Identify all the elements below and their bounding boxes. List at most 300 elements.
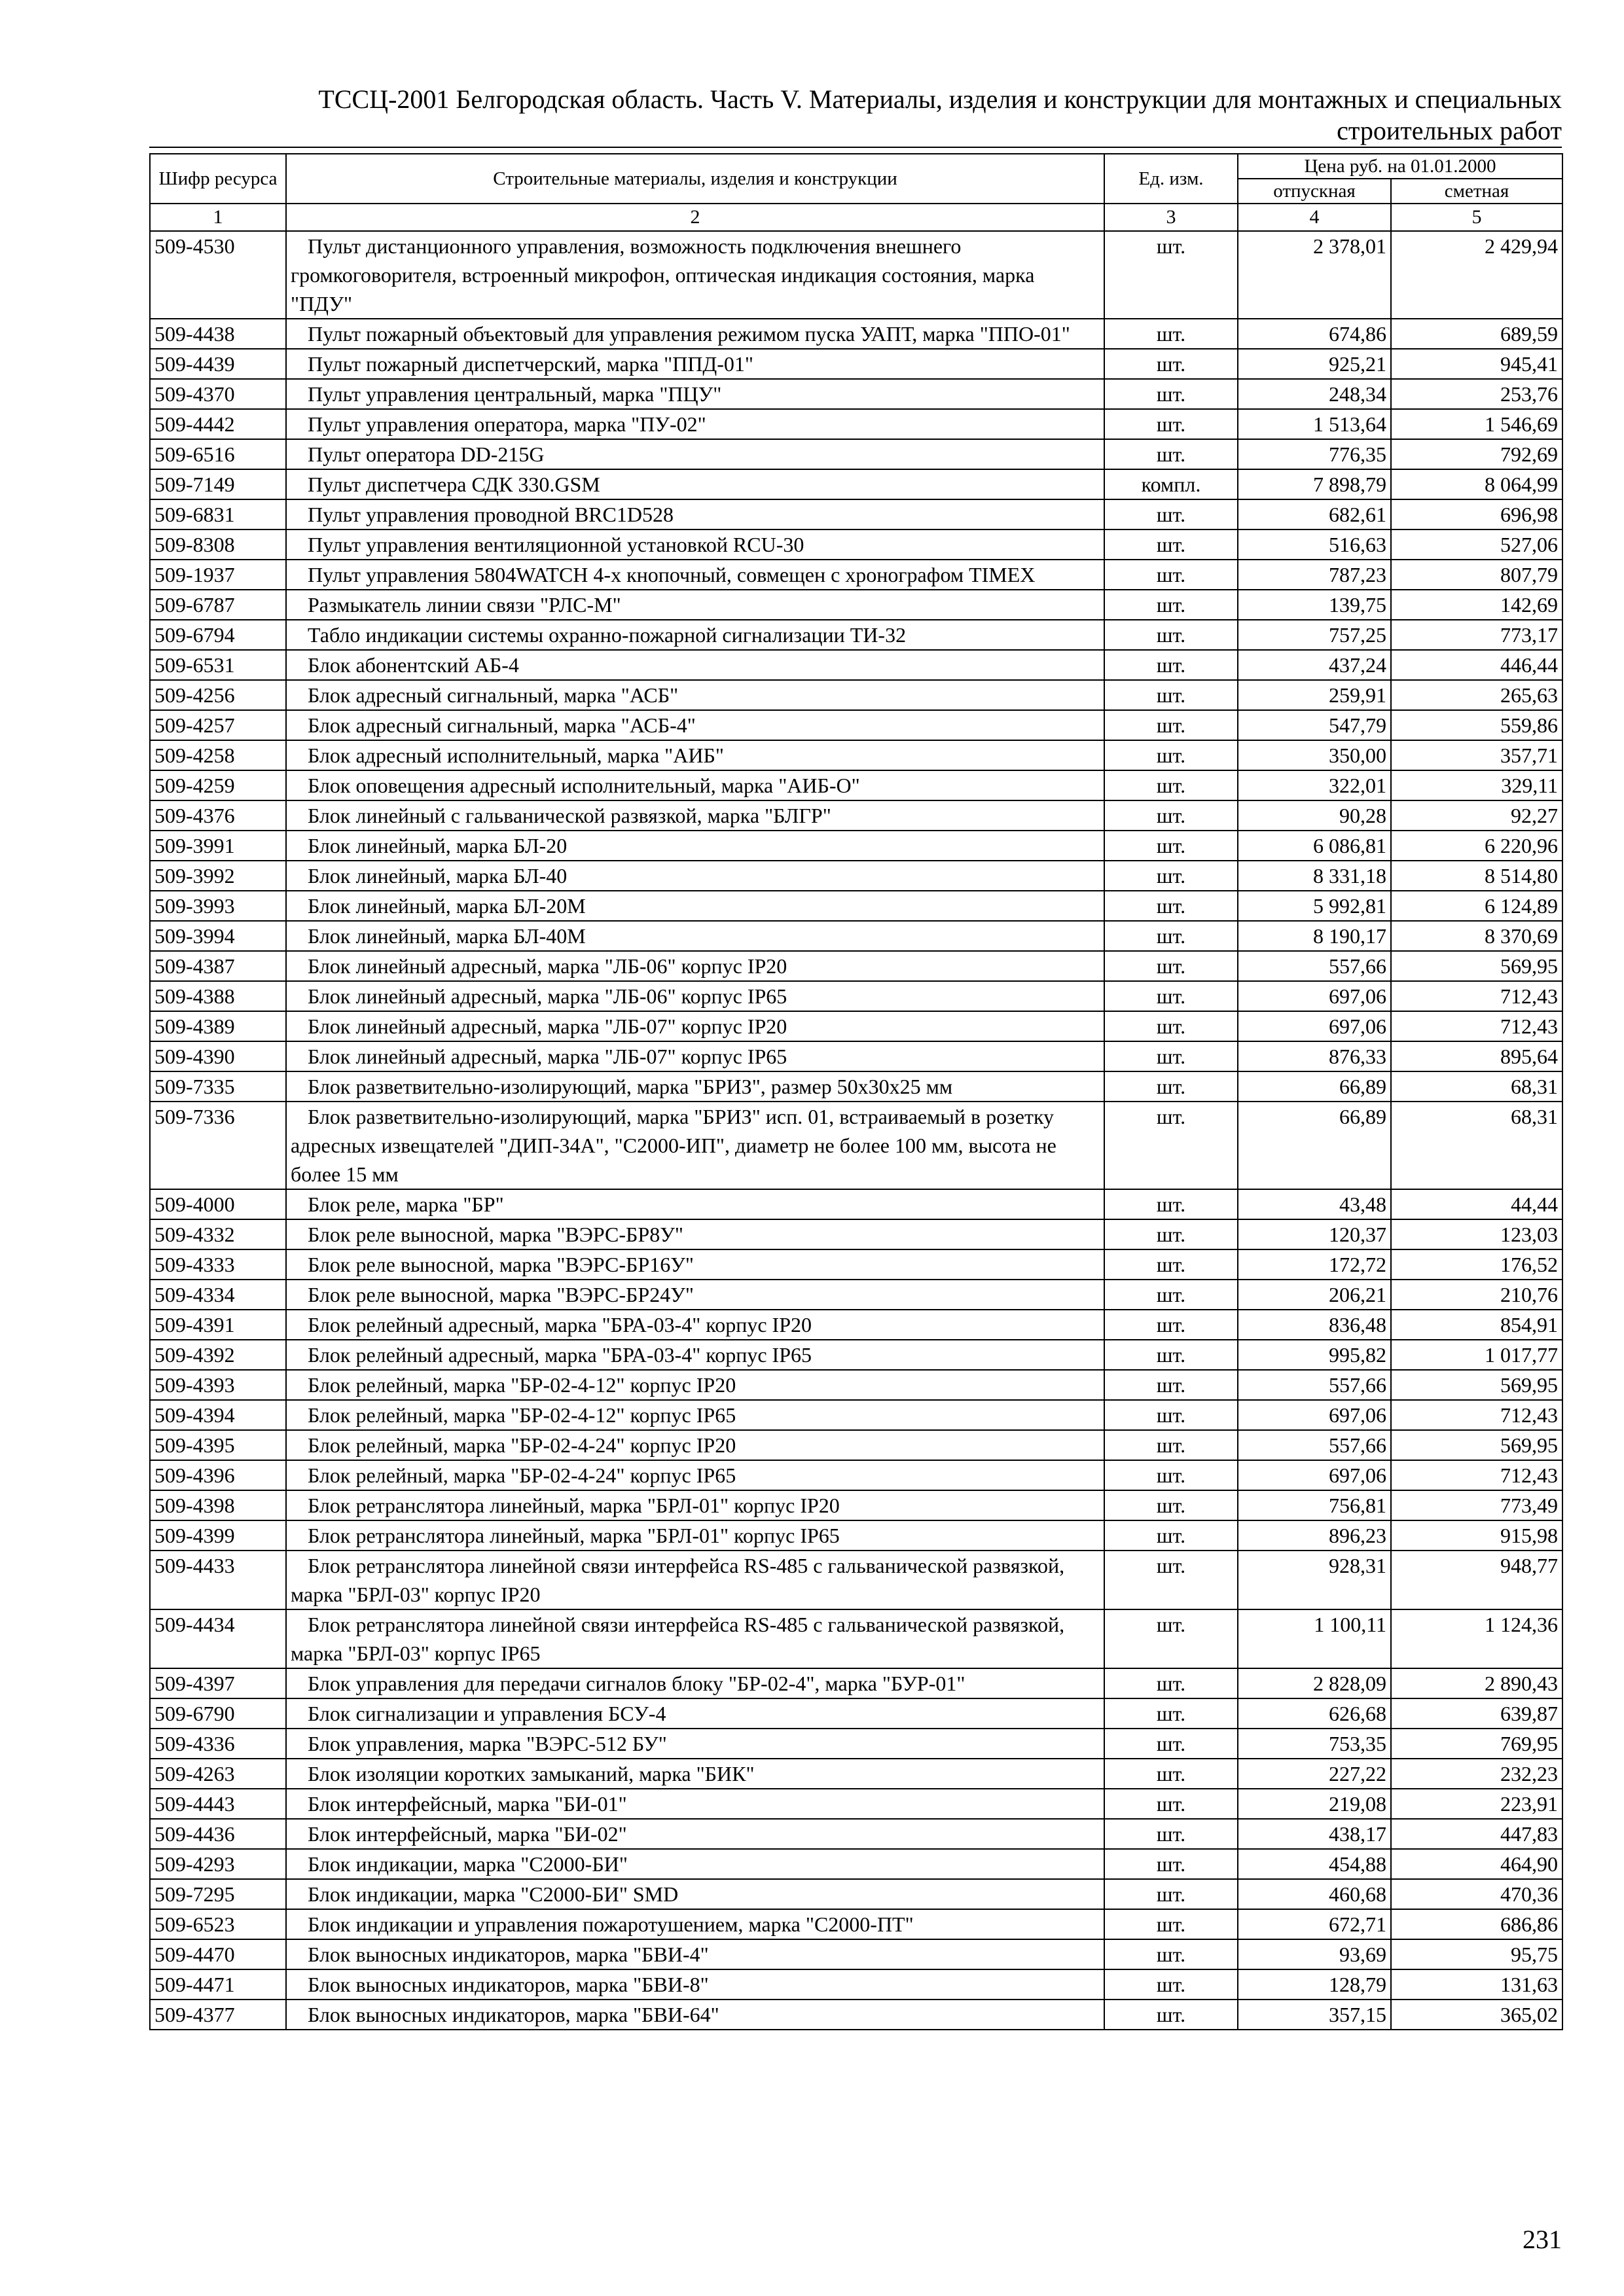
estimate-price: 696,98 <box>1391 499 1562 529</box>
resource-code: 509-4332 <box>150 1219 286 1249</box>
running-header <box>149 84 1562 148</box>
material-name: Блок линейный адресный, марка "ЛБ-07" корпус IP65 <box>286 1041 1104 1071</box>
estimate-price: 686,86 <box>1391 1909 1562 1939</box>
estimate-price: 176,52 <box>1391 1249 1562 1280</box>
material-name: Пульт управления оператора, марка "ПУ-02" <box>286 409 1104 439</box>
material-name: Пульт управления вентиляционной установкой RCU-30 <box>286 529 1104 560</box>
material-name: Блок линейный адресный, марка "ЛБ-07" корпус IP20 <box>286 1011 1104 1041</box>
resource-code: 509-4433 <box>150 1551 286 1609</box>
unit-of-measure: шт. <box>1104 1249 1238 1280</box>
material-name: Пульт управления проводной BRC1D528 <box>286 499 1104 529</box>
estimate-price: 639,87 <box>1391 1698 1562 1729</box>
estimate-price: 569,95 <box>1391 1430 1562 1460</box>
page-number: 231 <box>1523 2225 1562 2254</box>
table-row <box>150 1789 1562 1819</box>
release-price: 66,89 <box>1238 1102 1391 1189</box>
material-name: Пульт управления 5804WATCH 4-х кнопочный, совмещен с хронографом TIMEX <box>286 560 1104 590</box>
table-row <box>150 409 1562 439</box>
resource-code: 509-4471 <box>150 1969 286 2000</box>
resource-code: 509-4395 <box>150 1430 286 1460</box>
table-row <box>150 710 1562 740</box>
release-price: 227,22 <box>1238 1759 1391 1789</box>
unit-of-measure: шт. <box>1104 590 1238 620</box>
table-row <box>150 560 1562 590</box>
unit-of-measure: шт. <box>1104 1071 1238 1102</box>
estimate-price: 131,63 <box>1391 1969 1562 2000</box>
release-price: 547,79 <box>1238 710 1391 740</box>
estimate-price: 210,76 <box>1391 1280 1562 1310</box>
table-row <box>150 1041 1562 1071</box>
table-row <box>150 831 1562 861</box>
estimate-price: 6 124,89 <box>1391 891 1562 921</box>
table-row <box>150 1280 1562 1310</box>
material-name: Блок линейный, марка БЛ-40 <box>286 861 1104 891</box>
release-price: 6 086,81 <box>1238 831 1391 861</box>
release-price: 128,79 <box>1238 1969 1391 2000</box>
estimate-price: 945,41 <box>1391 349 1562 379</box>
estimate-price: 446,44 <box>1391 650 1562 680</box>
material-name: Размыкатель линии связи "РЛС-М" <box>286 590 1104 620</box>
table-row <box>150 1609 1562 1668</box>
material-name: Блок релейный, марка "БР-02-4-12" корпус IP65 <box>286 1400 1104 1430</box>
unit-of-measure: шт. <box>1104 379 1238 409</box>
unit-of-measure: шт. <box>1104 650 1238 680</box>
release-price: 93,69 <box>1238 1939 1391 1969</box>
material-name: Пульт пожарный диспетчерский, марка "ППД-01" <box>286 349 1104 379</box>
release-price: 928,31 <box>1238 1551 1391 1609</box>
material-name: Табло индикации системы охранно-пожарной сигнализации ТИ-32 <box>286 620 1104 650</box>
release-price: 7 898,79 <box>1238 469 1391 499</box>
resource-code: 509-4377 <box>150 2000 286 2030</box>
release-price: 357,15 <box>1238 2000 1391 2030</box>
release-price: 437,24 <box>1238 650 1391 680</box>
unit-of-measure: шт. <box>1104 349 1238 379</box>
material-name: Пульт пожарный объектовый для управления режимом пуска УАПТ, марка "ППО-01" <box>286 319 1104 349</box>
estimate-price: 8 370,69 <box>1391 921 1562 951</box>
estimate-price: 712,43 <box>1391 1460 1562 1490</box>
material-name: Блок линейный с гальванической развязкой, марка "БЛГР" <box>286 800 1104 831</box>
estimate-price: 915,98 <box>1391 1520 1562 1551</box>
release-price: 896,23 <box>1238 1520 1391 1551</box>
material-name: Блок изоляции коротких замыканий, марка "БИК" <box>286 1759 1104 1789</box>
material-name: Блок оповещения адресный исполнительный, марка "АИБ-О" <box>286 770 1104 800</box>
resource-code: 509-4398 <box>150 1490 286 1520</box>
unit-of-measure: шт. <box>1104 800 1238 831</box>
release-price: 2 378,01 <box>1238 231 1391 319</box>
material-name: Блок ретранслятора линейной связи интерфейса RS-485 с гальванической развязкой, марка "БРЛ-03" корпус IP20 <box>286 1551 1104 1609</box>
unit-of-measure: шт. <box>1104 231 1238 319</box>
release-price: 5 992,81 <box>1238 891 1391 921</box>
resource-code: 509-4390 <box>150 1041 286 1071</box>
resource-code: 509-1937 <box>150 560 286 590</box>
estimate-price: 142,69 <box>1391 590 1562 620</box>
release-price: 172,72 <box>1238 1249 1391 1280</box>
estimate-price: 470,36 <box>1391 1879 1562 1909</box>
unit-of-measure: шт. <box>1104 560 1238 590</box>
resource-code: 509-4388 <box>150 981 286 1011</box>
resource-code: 509-6794 <box>150 620 286 650</box>
table-row <box>150 740 1562 770</box>
unit-of-measure: шт. <box>1104 1698 1238 1729</box>
table-row <box>150 1969 1562 2000</box>
release-price: 139,75 <box>1238 590 1391 620</box>
table-row <box>150 1490 1562 1520</box>
resource-code: 509-6787 <box>150 590 286 620</box>
release-price: 697,06 <box>1238 981 1391 1011</box>
table-row <box>150 861 1562 891</box>
unit-of-measure: шт. <box>1104 1729 1238 1759</box>
estimate-price: 92,27 <box>1391 800 1562 831</box>
table-row <box>150 1939 1562 1969</box>
release-price: 516,63 <box>1238 529 1391 560</box>
release-price: 1 100,11 <box>1238 1609 1391 1668</box>
estimate-price: 773,17 <box>1391 620 1562 650</box>
release-price: 836,48 <box>1238 1310 1391 1340</box>
release-price: 120,37 <box>1238 1219 1391 1249</box>
release-price: 8 190,17 <box>1238 921 1391 951</box>
material-name: Блок релейный, марка "БР-02-4-24" корпус IP65 <box>286 1460 1104 1490</box>
estimate-price: 2 429,94 <box>1391 231 1562 319</box>
estimate-price: 948,77 <box>1391 1551 1562 1609</box>
unit-of-measure: шт. <box>1104 319 1238 349</box>
unit-of-measure: шт. <box>1104 770 1238 800</box>
resource-code: 509-4000 <box>150 1189 286 1219</box>
release-price: 8 331,18 <box>1238 861 1391 891</box>
table-row <box>150 1219 1562 1249</box>
estimate-price: 447,83 <box>1391 1819 1562 1849</box>
table-row <box>150 1879 1562 1909</box>
table-row <box>150 770 1562 800</box>
estimate-price: 895,64 <box>1391 1041 1562 1071</box>
release-price: 697,06 <box>1238 1011 1391 1041</box>
unit-of-measure: шт. <box>1104 1551 1238 1609</box>
release-price: 557,66 <box>1238 1370 1391 1400</box>
unit-of-measure: шт. <box>1104 1849 1238 1879</box>
resource-code: 509-4391 <box>150 1310 286 1340</box>
material-name: Блок релейный, марка "БР-02-4-24" корпус IP20 <box>286 1430 1104 1460</box>
table-row <box>150 800 1562 831</box>
table-row <box>150 921 1562 951</box>
table-row <box>150 499 1562 529</box>
material-name: Блок релейный адресный, марка "БРА-03-4" корпус IP65 <box>286 1340 1104 1370</box>
material-name: Блок адресный сигнальный, марка "АСБ-4" <box>286 710 1104 740</box>
release-price: 925,21 <box>1238 349 1391 379</box>
material-name: Блок релейный, марка "БР-02-4-12" корпус IP20 <box>286 1370 1104 1400</box>
resource-code: 509-7335 <box>150 1071 286 1102</box>
resource-code: 509-4258 <box>150 740 286 770</box>
resource-code: 509-4293 <box>150 1849 286 1879</box>
table-row <box>150 379 1562 409</box>
resource-code: 509-4434 <box>150 1609 286 1668</box>
release-price: 674,86 <box>1238 319 1391 349</box>
resource-code: 509-3993 <box>150 891 286 921</box>
material-name: Пульт оператора DD-215G <box>286 439 1104 469</box>
estimate-price: 365,02 <box>1391 2000 1562 2030</box>
table-row <box>150 891 1562 921</box>
estimate-price: 329,11 <box>1391 770 1562 800</box>
release-price: 90,28 <box>1238 800 1391 831</box>
unit-of-measure: шт. <box>1104 1340 1238 1370</box>
material-name: Блок управления, марка "ВЭРС-512 БУ" <box>286 1729 1104 1759</box>
resource-code: 509-4392 <box>150 1340 286 1370</box>
resource-code: 509-7295 <box>150 1879 286 1909</box>
resource-code: 509-4436 <box>150 1819 286 1849</box>
estimate-price: 464,90 <box>1391 1849 1562 1879</box>
release-price: 1 513,64 <box>1238 409 1391 439</box>
material-name: Пульт управления центральный, марка "ПЦУ" <box>286 379 1104 409</box>
unit-of-measure: шт. <box>1104 1969 1238 2000</box>
estimate-price: 123,03 <box>1391 1219 1562 1249</box>
resource-code: 509-4263 <box>150 1759 286 1789</box>
table-row <box>150 620 1562 650</box>
estimate-price: 1 546,69 <box>1391 409 1562 439</box>
table-row <box>150 469 1562 499</box>
unit-of-measure: шт. <box>1104 921 1238 951</box>
release-price: 776,35 <box>1238 439 1391 469</box>
material-name: Блок ретранслятора линейной связи интерфейса RS-485 с гальванической развязкой, марка "БРЛ-03" корпус IP65 <box>286 1609 1104 1668</box>
release-price: 438,17 <box>1238 1819 1391 1849</box>
table-row <box>150 1909 1562 1939</box>
header-title-line-2: строительных работ <box>1337 116 1562 145</box>
estimate-price: 357,71 <box>1391 740 1562 770</box>
column-number: 2 <box>286 204 1104 231</box>
header-title-line-1: ТССЦ-2001 Белгородская область. Часть V. Материалы, изделия и конструкции для монтажных и специальных <box>318 84 1562 114</box>
resource-code: 509-4443 <box>150 1789 286 1819</box>
unit-of-measure: шт. <box>1104 1041 1238 1071</box>
estimate-price: 769,95 <box>1391 1729 1562 1759</box>
material-name: Пульт диспетчера СДК 330.GSM <box>286 469 1104 499</box>
unit-of-measure: шт. <box>1104 861 1238 891</box>
release-price: 757,25 <box>1238 620 1391 650</box>
table-row <box>150 1249 1562 1280</box>
table-row <box>150 1011 1562 1041</box>
resource-code: 509-6790 <box>150 1698 286 1729</box>
resource-code: 509-4442 <box>150 409 286 439</box>
table-row <box>150 1729 1562 1759</box>
release-price: 66,89 <box>1238 1071 1391 1102</box>
estimate-price: 569,95 <box>1391 951 1562 981</box>
material-name: Блок релейный адресный, марка "БРА-03-4" корпус IP20 <box>286 1310 1104 1340</box>
material-name: Блок линейный адресный, марка "ЛБ-06" корпус IP65 <box>286 981 1104 1011</box>
header-unit: Ед. изм. <box>1104 154 1238 204</box>
estimate-price: 265,63 <box>1391 680 1562 710</box>
material-name: Блок интерфейсный, марка "БИ-01" <box>286 1789 1104 1819</box>
resource-code: 509-4389 <box>150 1011 286 1041</box>
material-name: Блок линейный, марка БЛ-20М <box>286 891 1104 921</box>
table-row <box>150 1551 1562 1609</box>
material-name: Блок выносных индикаторов, марка "БВИ-4" <box>286 1939 1104 1969</box>
resource-code: 509-4336 <box>150 1729 286 1759</box>
resource-code: 509-7149 <box>150 469 286 499</box>
table-row <box>150 1310 1562 1340</box>
table-row <box>150 1340 1562 1370</box>
resource-code: 509-4257 <box>150 710 286 740</box>
release-price: 454,88 <box>1238 1849 1391 1879</box>
resource-code: 509-4399 <box>150 1520 286 1551</box>
unit-of-measure: шт. <box>1104 891 1238 921</box>
header-price-estimate: сметная <box>1391 179 1562 204</box>
unit-of-measure: шт. <box>1104 680 1238 710</box>
release-price: 995,82 <box>1238 1340 1391 1370</box>
table-row <box>150 1668 1562 1698</box>
estimate-price: 8 514,80 <box>1391 861 1562 891</box>
material-name: Блок ретранслятора линейный, марка "БРЛ-01" корпус IP65 <box>286 1520 1104 1551</box>
column-number: 1 <box>150 204 286 231</box>
resource-code: 509-3991 <box>150 831 286 861</box>
table-row <box>150 1520 1562 1551</box>
table-row <box>150 590 1562 620</box>
unit-of-measure: шт. <box>1104 1460 1238 1490</box>
resource-code: 509-4439 <box>150 349 286 379</box>
table-row <box>150 1819 1562 1849</box>
estimate-price: 773,49 <box>1391 1490 1562 1520</box>
header-name: Строительные материалы, изделия и конструкции <box>286 154 1104 204</box>
table-row <box>150 1102 1562 1189</box>
material-name: Блок адресный исполнительный, марка "АИБ" <box>286 740 1104 770</box>
resource-code: 509-4370 <box>150 379 286 409</box>
estimate-price: 569,95 <box>1391 1370 1562 1400</box>
estimate-price: 68,31 <box>1391 1102 1562 1189</box>
estimate-price: 253,76 <box>1391 379 1562 409</box>
release-price: 626,68 <box>1238 1698 1391 1729</box>
material-name: Блок линейный, марка БЛ-20 <box>286 831 1104 861</box>
release-price: 259,91 <box>1238 680 1391 710</box>
table-row <box>150 1759 1562 1789</box>
table-row <box>150 1189 1562 1219</box>
header-code: Шифр ресурса <box>150 154 286 204</box>
unit-of-measure: шт. <box>1104 529 1238 560</box>
table-row <box>150 319 1562 349</box>
unit-of-measure: шт. <box>1104 1430 1238 1460</box>
resource-code: 509-6516 <box>150 439 286 469</box>
table-row <box>150 231 1562 319</box>
estimate-price: 1 017,77 <box>1391 1340 1562 1370</box>
unit-of-measure: шт. <box>1104 1490 1238 1520</box>
unit-of-measure: шт. <box>1104 831 1238 861</box>
release-price: 672,71 <box>1238 1909 1391 1939</box>
resource-code: 509-4259 <box>150 770 286 800</box>
material-name: Блок индикации, марка "С2000-БИ" <box>286 1849 1104 1879</box>
header-price-group: Цена руб. на 01.01.2000 <box>1238 154 1562 179</box>
resource-code: 509-4376 <box>150 800 286 831</box>
estimate-price: 232,23 <box>1391 1759 1562 1789</box>
release-price: 248,34 <box>1238 379 1391 409</box>
table-row <box>150 1071 1562 1102</box>
material-name: Блок реле выносной, марка "ВЭРС-БР24У" <box>286 1280 1104 1310</box>
material-name: Блок разветвительно-изолирующий, марка "БРИЗ" исп. 01, встраиваемый в розетку адресных извещателей "ДИП-34А", "С2000-ИП", диаметр не более 100 мм, высота не более 15 мм <box>286 1102 1104 1189</box>
unit-of-measure: шт. <box>1104 740 1238 770</box>
resource-code: 509-6523 <box>150 1909 286 1939</box>
material-name: Пульт дистанционного управления, возможность подключения внешнего громкоговорителя, встроенный микрофон, оптическая индикация состояния, марка "ПДУ" <box>286 231 1104 319</box>
resource-code: 509-4393 <box>150 1370 286 1400</box>
header-price-release: отпускная <box>1238 179 1391 204</box>
release-price: 206,21 <box>1238 1280 1391 1310</box>
table-row <box>150 1400 1562 1430</box>
estimate-price: 8 064,99 <box>1391 469 1562 499</box>
release-price: 697,06 <box>1238 1460 1391 1490</box>
unit-of-measure: шт. <box>1104 710 1238 740</box>
estimate-price: 854,91 <box>1391 1310 1562 1340</box>
release-price: 557,66 <box>1238 1430 1391 1460</box>
unit-of-measure: шт. <box>1104 1939 1238 1969</box>
table-row <box>150 680 1562 710</box>
unit-of-measure: шт. <box>1104 1879 1238 1909</box>
estimate-price: 712,43 <box>1391 981 1562 1011</box>
estimate-price: 712,43 <box>1391 1400 1562 1430</box>
unit-of-measure: шт. <box>1104 439 1238 469</box>
unit-of-measure: шт. <box>1104 2000 1238 2030</box>
release-price: 753,35 <box>1238 1729 1391 1759</box>
unit-of-measure: шт. <box>1104 981 1238 1011</box>
resource-code: 509-8308 <box>150 529 286 560</box>
unit-of-measure: шт. <box>1104 1102 1238 1189</box>
estimate-price: 792,69 <box>1391 439 1562 469</box>
resource-code: 509-4394 <box>150 1400 286 1430</box>
resource-code: 509-4438 <box>150 319 286 349</box>
table-row <box>150 1370 1562 1400</box>
column-number: 5 <box>1391 204 1562 231</box>
release-price: 756,81 <box>1238 1490 1391 1520</box>
estimate-price: 2 890,43 <box>1391 1668 1562 1698</box>
table-row <box>150 1430 1562 1460</box>
unit-of-measure: шт. <box>1104 1609 1238 1668</box>
estimate-price: 1 124,36 <box>1391 1609 1562 1668</box>
release-price: 322,01 <box>1238 770 1391 800</box>
table-row <box>150 1849 1562 1879</box>
resource-code: 509-4470 <box>150 1939 286 1969</box>
column-number: 3 <box>1104 204 1238 231</box>
unit-of-measure: шт. <box>1104 1668 1238 1698</box>
unit-of-measure: компл. <box>1104 469 1238 499</box>
unit-of-measure: шт. <box>1104 1011 1238 1041</box>
resource-code: 509-4256 <box>150 680 286 710</box>
resource-code: 509-3994 <box>150 921 286 951</box>
unit-of-measure: шт. <box>1104 1189 1238 1219</box>
release-price: 557,66 <box>1238 951 1391 981</box>
estimate-price: 527,06 <box>1391 529 1562 560</box>
release-price: 697,06 <box>1238 1400 1391 1430</box>
release-price: 682,61 <box>1238 499 1391 529</box>
unit-of-measure: шт. <box>1104 1909 1238 1939</box>
material-name: Блок реле, марка "БР" <box>286 1189 1104 1219</box>
unit-of-measure: шт. <box>1104 1520 1238 1551</box>
material-name: Блок выносных индикаторов, марка "БВИ-64" <box>286 2000 1104 2030</box>
table-row <box>150 951 1562 981</box>
unit-of-measure: шт. <box>1104 1280 1238 1310</box>
table-row <box>150 349 1562 379</box>
material-name: Блок интерфейсный, марка "БИ-02" <box>286 1819 1104 1849</box>
release-price: 219,08 <box>1238 1789 1391 1819</box>
resource-code: 509-4387 <box>150 951 286 981</box>
table-row <box>150 2000 1562 2030</box>
unit-of-measure: шт. <box>1104 1219 1238 1249</box>
unit-of-measure: шт. <box>1104 1310 1238 1340</box>
material-name: Блок индикации, марка "С2000-БИ" SMD <box>286 1879 1104 1909</box>
estimate-price: 807,79 <box>1391 560 1562 590</box>
table-row <box>150 439 1562 469</box>
resource-code: 509-4530 <box>150 231 286 319</box>
resource-code: 509-4334 <box>150 1280 286 1310</box>
unit-of-measure: шт. <box>1104 1789 1238 1819</box>
unit-of-measure: шт. <box>1104 1370 1238 1400</box>
table-body <box>150 231 1562 2030</box>
material-name: Блок реле выносной, марка "ВЭРС-БР8У" <box>286 1219 1104 1249</box>
unit-of-measure: шт. <box>1104 1759 1238 1789</box>
unit-of-measure: шт. <box>1104 409 1238 439</box>
resource-code: 509-6831 <box>150 499 286 529</box>
material-name: Блок выносных индикаторов, марка "БВИ-8" <box>286 1969 1104 2000</box>
resource-code: 509-4397 <box>150 1668 286 1698</box>
